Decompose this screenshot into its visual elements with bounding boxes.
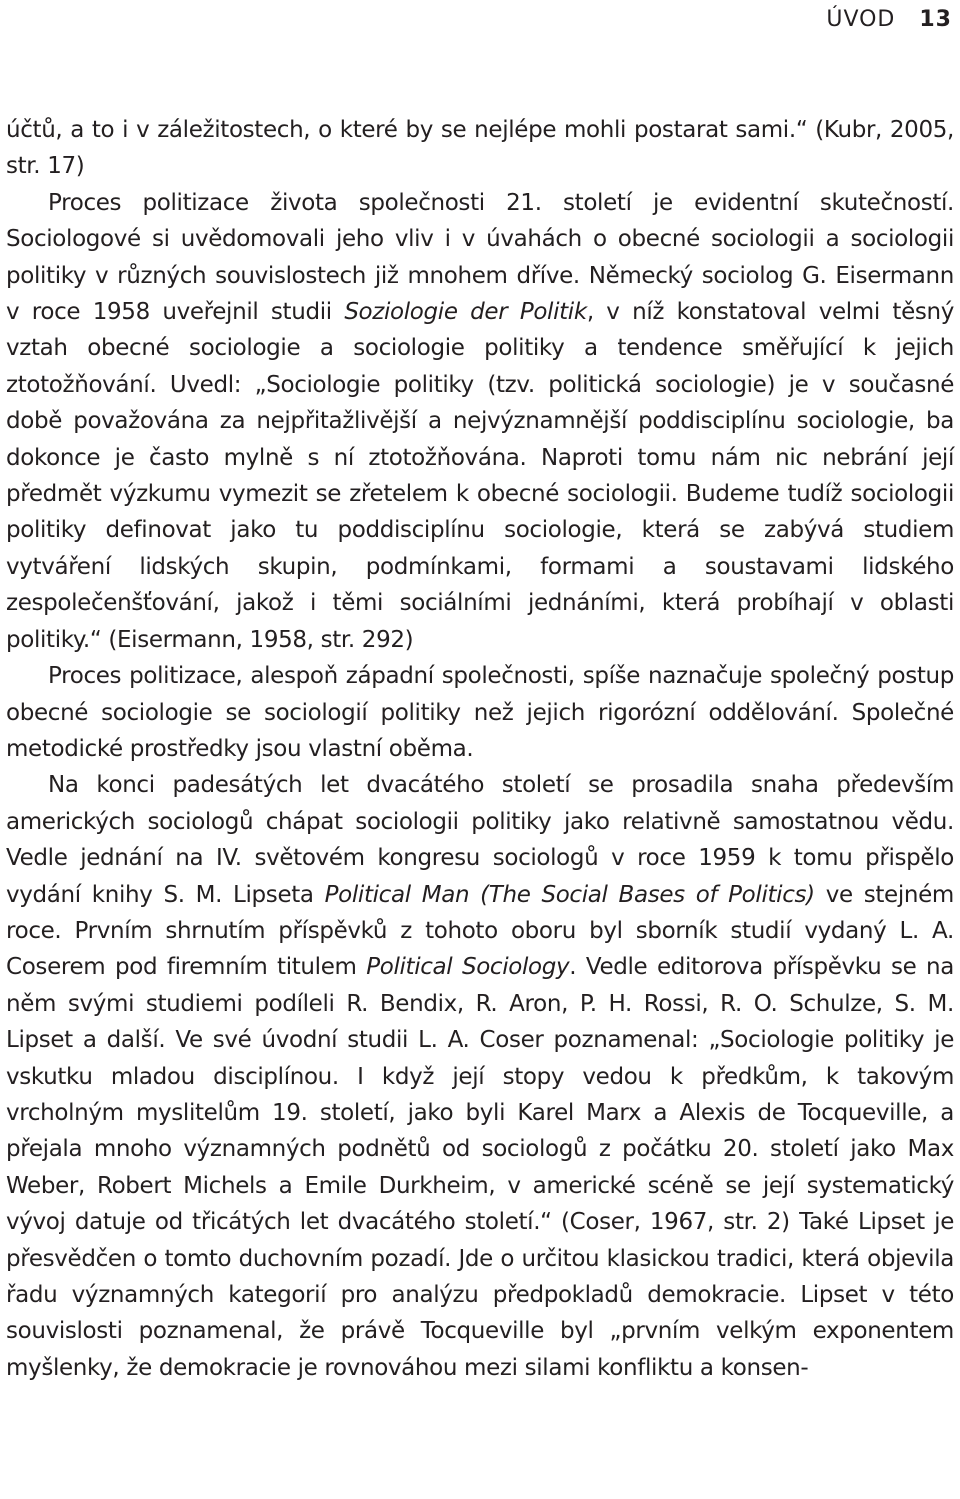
paragraph-p2 (6, 658, 954, 767)
page-number: 13 (919, 7, 952, 32)
text-run: Proces politizace, alespoň západní společnosti, spíše naznačuje společný postup obecné sociologie se sociologií politiky než jejich rigorózní oddělování. Společné metodické prostředky jsou vlastní oběma. (6, 663, 954, 762)
text-run: ve stejném roce. Prvním shrnutím příspěvků z tohoto oboru byl sborník studií vydaný L. A. Coserem pod firemním titulem (6, 881, 954, 981)
text-run: Na konci padesátých let dvacátého století se prosadila snaha především amerických sociologů chápat sociologii politiky jako relativně samostatnou vědu. Vedle jednání na IV. světovém kongresu sociologů v roce 1959 k tomu přispělo vydání knihy S. M. Lipseta (6, 772, 954, 908)
running-head (826, 6, 952, 34)
paragraph-p3 (6, 767, 954, 1386)
paragraph-p1 (6, 185, 954, 658)
text-run: , v níž konstatoval velmi těsný vztah obecné sociologie a sociologie politiky a tendence směřující k jejich ztotožňování. Uvedl: „Sociologie politiky (tzv. politická sociologie) je v současné době považována za nejpřitažlivější a nejvýznamnější poddisciplínu sociologie, ba dokonce je často mylně s ní ztotožňována. Naproti tomu nám nic nebrání její předmět výzkumu vymezit se zřetelem k obecné sociologii. Budeme tudíž sociologii politiky definovat jako tu poddisciplínu sociologie, která se zabývá studiem vytváření lidských skupin, podmínkami, formami a soustavami lidského zespolečenšťování, jakož i těmi sociálními jednáními, která probíhají v oblasti politiky.“ (Eisermann, 1958, str. 292) (6, 299, 955, 653)
text-run: Proces politizace života společnosti 21. století je evidentní skutečností. Sociologové si uvědomovali jeho vliv i v úvahách o obecné sociologii a sociologii politiky v různých souvislostech již mnohem dříve. Německý sociolog G. Eisermann v roce 1958 uveřejnil studii (6, 189, 954, 326)
text-run: účtů, a to i v záležitostech, o které by se nejlépe mohli postarat sami.“ (Kubr, 2005, str. 17) (6, 117, 954, 180)
italic-title: Political Man (The Social Bases of Politics) (324, 881, 815, 908)
paragraph-p0 (6, 112, 954, 185)
body-text (6, 112, 954, 1386)
italic-title: Political Sociology (366, 954, 570, 981)
section-title: ÚVOD (826, 7, 896, 32)
italic-title: Soziologie der Politik (344, 299, 587, 326)
text-run: . Vedle editorova příspěvku se na něm svými studiemi podíleli R. Bendix, R. Aron, P. H. Rossi, R. O. Schulze, S. M. Lipset a další. Ve své úvodní studii L. A. Coser poznamenal: „Sociologie politiky je vskutku mladou disciplínou. I když její stopy vedou k předkům, k takovým vrcholným myslitelům 19. století, jako byli Karel Marx a Alexis de Tocqueville, a přejala mnoho významných podnětů od sociologů z počátku 20. století jako Max Weber, Robert Michels a Emile Durkheim, v americké scéně se její systematický vývoj datuje od třicátých let dvacátého století.“ (Coser, 1967, str. 2) Také Lipset je přesvědčen o tomto duchovním pozadí. Jde o určitou klasickou tradici, která objevila řadu významných kategorií pro analýzu předpokladů demokracie. Lipset v této souvislosti poznamenal, že právě Tocqueville byl „prvním velkým exponentem myšlenky, že demokracie je rovnováhou mezi silami konfliktu a konsen- (6, 954, 954, 1381)
